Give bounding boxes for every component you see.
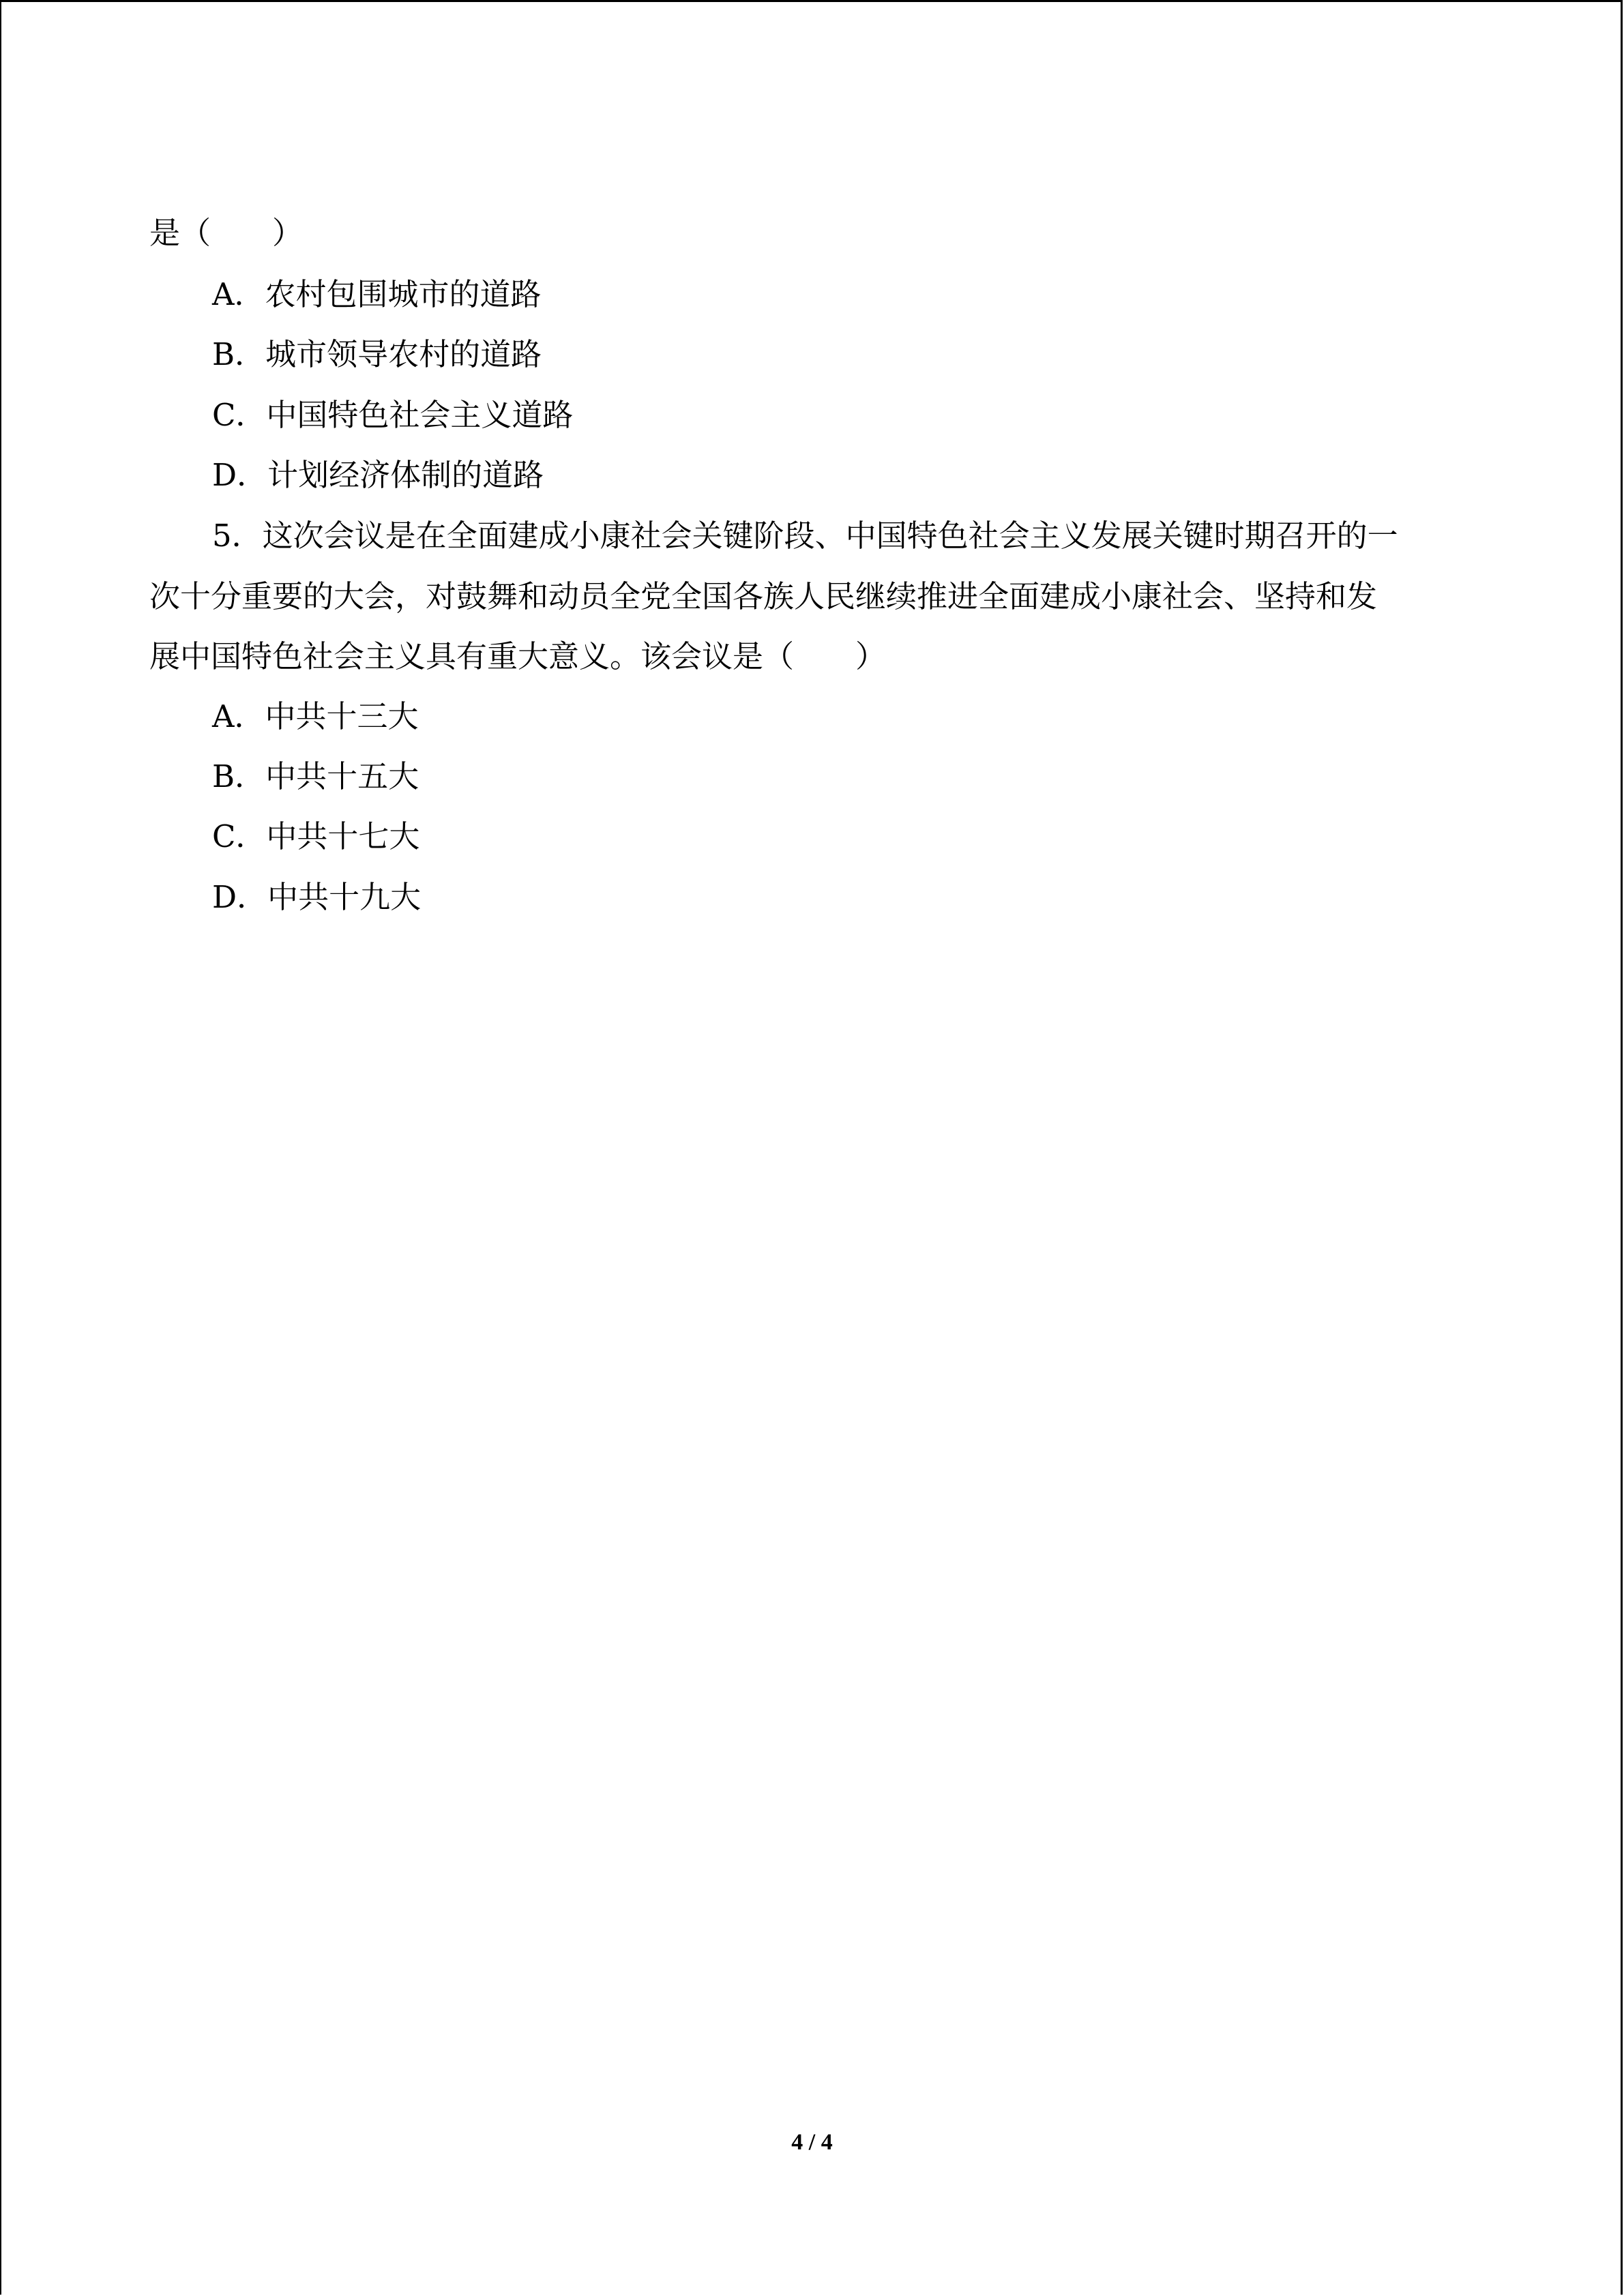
question-5-stem-line-2: 次十分重要的大会，对鼓舞和动员全党全国各族人民继续推进全面建成小康社会、坚持和发 xyxy=(149,578,1378,614)
question-4-option-b: B．城市领导农村的道路 xyxy=(212,336,542,372)
question-4-option-d: D．计划经济体制的道路 xyxy=(212,457,544,493)
question-5-stem-line-3: 展中国特色社会主义具有重大意义。该会议是（ ） xyxy=(149,638,887,674)
question-4-stem-tail: 是（ ） xyxy=(149,215,304,251)
question-4-option-a: A．农村包围城市的道路 xyxy=(212,276,542,312)
question-5-option-a: A．中共十三大 xyxy=(212,698,419,734)
question-4-option-c: C．中国特色社会主义道路 xyxy=(212,397,574,433)
question-5-option-c: C．中共十七大 xyxy=(212,818,420,854)
page-number: 4 / 4 xyxy=(791,2130,833,2155)
question-5-stem-line-1: 5．这次会议是在全面建成小康社会关键阶段、中国特色社会主义发展关键时期召开的一 xyxy=(212,518,1398,554)
question-5-option-b: B．中共十五大 xyxy=(212,758,419,794)
question-5-option-d: D．中共十九大 xyxy=(212,879,422,915)
